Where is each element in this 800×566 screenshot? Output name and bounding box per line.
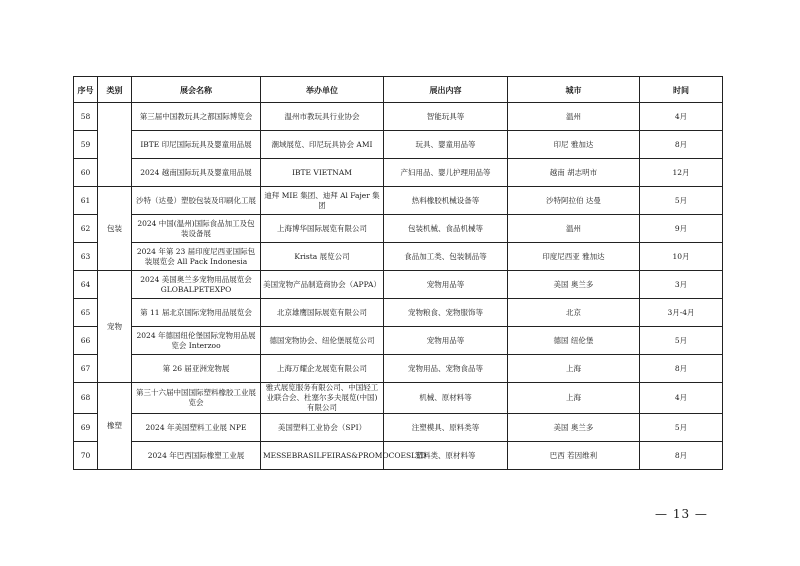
cell-content: 宠物粮食、宠物服饰等 — [384, 299, 508, 327]
cell-time: 3月-4月 — [640, 299, 723, 327]
cell-city: 巴西 若因维利 — [508, 442, 640, 470]
cell-time: 8月 — [640, 131, 723, 159]
cell-content: 宠物用品、宠物食品等 — [384, 355, 508, 383]
cell-organizer: MESSEBRASILFEIRAS&PROMOCOESLTD — [261, 442, 384, 470]
cell-organizer: 潮域展览、印尼玩具协会 AMI — [261, 131, 384, 159]
cell-time: 12月 — [640, 159, 723, 187]
table-row — [74, 131, 723, 159]
cell-name: 沙特（达曼）塑胶包装及印刷化工展 — [132, 187, 261, 215]
cell-time: 5月 — [640, 327, 723, 355]
cell-time: 5月 — [640, 187, 723, 215]
cell-content: 注塑模具、原料类等 — [384, 414, 508, 442]
cell-content: 宠物用品等 — [384, 327, 508, 355]
cell-organizer: 雅式展览服务有限公司、中国轻工业联合会、杜塞尔多夫展览(中国)有限公司 — [261, 383, 384, 414]
header-time: 时间 — [640, 77, 723, 103]
cell-no: 62 — [74, 215, 98, 243]
cell-city: 沙特阿拉伯 达曼 — [508, 187, 640, 215]
table-header-row — [74, 77, 723, 103]
cell-category: 包装 — [98, 187, 132, 271]
page-number: — 13 — — [655, 507, 708, 521]
cell-name: IBTE 印尼国际玩具及婴童用品展 — [132, 131, 261, 159]
cell-time: 9月 — [640, 215, 723, 243]
header-content: 展出内容 — [384, 77, 508, 103]
cell-time: 3月 — [640, 271, 723, 299]
cell-content: 包装机械、食品机械等 — [384, 215, 508, 243]
cell-name: 2024 中国(温州)国际食品加工及包装设备展 — [132, 215, 261, 243]
header-name: 展会名称 — [132, 77, 261, 103]
cell-no: 60 — [74, 159, 98, 187]
cell-city: 印度尼西亚 雅加达 — [508, 243, 640, 271]
cell-time: 8月 — [640, 355, 723, 383]
header-no: 序号 — [74, 77, 98, 103]
cell-content: 产妇用品、婴儿护理用品等 — [384, 159, 508, 187]
table-row — [74, 442, 723, 470]
table-row — [74, 103, 723, 131]
table-row — [74, 327, 723, 355]
cell-category — [98, 103, 132, 187]
header-city: 城市 — [508, 77, 640, 103]
cell-organizer: IBTE VIETNAM — [261, 159, 384, 187]
cell-name: 2024 美国奥兰多宠物用品展览会 GLOBALPETEXPO — [132, 271, 261, 299]
cell-time: 4月 — [640, 103, 723, 131]
cell-city: 印尼 雅加达 — [508, 131, 640, 159]
cell-no: 68 — [74, 383, 98, 414]
table-row — [74, 159, 723, 187]
cell-name: 2024 年德国纽伦堡国际宠物用品展览会 Interzoo — [132, 327, 261, 355]
cell-name: 第三届中国教玩具之都国际博览会 — [132, 103, 261, 131]
cell-organizer: Krista 展览公司 — [261, 243, 384, 271]
cell-time: 4月 — [640, 383, 723, 414]
table-row — [74, 187, 723, 215]
cell-content: 食品加工类、包装制品等 — [384, 243, 508, 271]
cell-category: 宠物 — [98, 271, 132, 383]
cell-city: 德国 纽伦堡 — [508, 327, 640, 355]
cell-city: 温州 — [508, 103, 640, 131]
cell-time: 5月 — [640, 414, 723, 442]
table-row — [74, 299, 723, 327]
table-row — [74, 414, 723, 442]
cell-organizer: 美国宠物产品制造商协会（APPA） — [261, 271, 384, 299]
cell-no: 61 — [74, 187, 98, 215]
table-row — [74, 383, 723, 414]
cell-content: 塑料类、原材料等 — [384, 442, 508, 470]
cell-city: 北京 — [508, 299, 640, 327]
cell-city: 上海 — [508, 383, 640, 414]
cell-city: 美国 奥兰多 — [508, 414, 640, 442]
cell-name: 2024 越南国际玩具及婴童用品展 — [132, 159, 261, 187]
cell-organizer: 美国塑料工业协会（SPI） — [261, 414, 384, 442]
cell-time: 8月 — [640, 442, 723, 470]
cell-no: 67 — [74, 355, 98, 383]
cell-name: 第三十六届中国国际塑料橡胶工业展览会 — [132, 383, 261, 414]
cell-time: 10月 — [640, 243, 723, 271]
cell-name: 2024 年巴西国际橡塑工业展 — [132, 442, 261, 470]
cell-no: 64 — [74, 271, 98, 299]
header-organizer: 举办单位 — [261, 77, 384, 103]
table-row — [74, 243, 723, 271]
cell-organizer: 上海万耀企龙展览有限公司 — [261, 355, 384, 383]
cell-no: 66 — [74, 327, 98, 355]
table-row — [74, 355, 723, 383]
table-row — [74, 215, 723, 243]
cell-no: 69 — [74, 414, 98, 442]
cell-no: 63 — [74, 243, 98, 271]
cell-organizer: 德国宠物协会、纽伦堡展览公司 — [261, 327, 384, 355]
cell-content: 宠物用品等 — [384, 271, 508, 299]
cell-name: 2024 年美国塑料工业展 NPE — [132, 414, 261, 442]
cell-organizer: 迪拜 MIE 集团、迪拜 Al Fajer 集团 — [261, 187, 384, 215]
cell-city: 上海 — [508, 355, 640, 383]
cell-no: 65 — [74, 299, 98, 327]
header-category: 类别 — [98, 77, 132, 103]
cell-organizer: 北京雄鹰国际展览有限公司 — [261, 299, 384, 327]
cell-content: 机械、原材料等 — [384, 383, 508, 414]
cell-organizer: 温州市教玩具行业协会 — [261, 103, 384, 131]
cell-no: 58 — [74, 103, 98, 131]
cell-organizer: 上海博华国际展览有限公司 — [261, 215, 384, 243]
cell-name: 第 26 届亚洲宠物展 — [132, 355, 261, 383]
cell-name: 2024 年第 23 届印度尼西亚国际包装展览会 All Pack Indonesia — [132, 243, 261, 271]
cell-city: 温州 — [508, 215, 640, 243]
cell-city: 越南 胡志明市 — [508, 159, 640, 187]
cell-no: 59 — [74, 131, 98, 159]
cell-no: 70 — [74, 442, 98, 470]
cell-city: 美国 奥兰多 — [508, 271, 640, 299]
exhibition-table — [73, 76, 723, 470]
table-row — [74, 271, 723, 299]
cell-content: 智能玩具等 — [384, 103, 508, 131]
cell-content: 玩具、婴童用品等 — [384, 131, 508, 159]
cell-content: 热料橡胶机械设备等 — [384, 187, 508, 215]
cell-name: 第 11 届北京国际宠物用品展览会 — [132, 299, 261, 327]
cell-category: 橡塑 — [98, 383, 132, 470]
